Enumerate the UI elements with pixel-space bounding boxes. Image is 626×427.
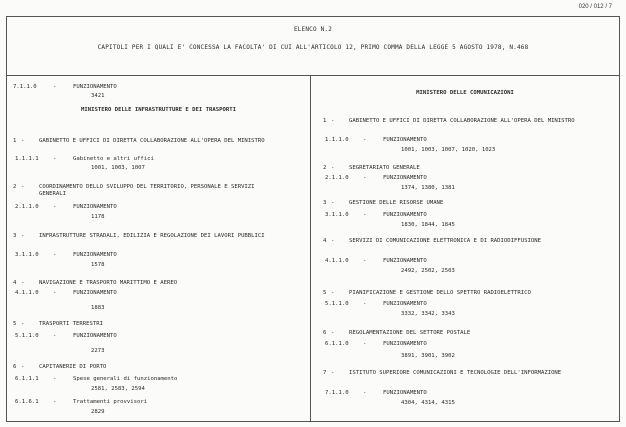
section-title: ISTITUTO SUPERIORE COMUNICAZIONI E TECNOLOGIE DELL'INFORMAZIONE xyxy=(349,370,562,376)
section-title: GABINETTO E UFFICI DI DIRETTA COLLABORAZIONE ALL'OPERA DEL MINISTRO xyxy=(349,118,575,124)
entry-code: 5.1.1.0 xyxy=(15,333,39,339)
section-title: NAVIGAZIONE E TRASPORTO MARITTIMO E AEREO xyxy=(39,280,178,286)
right-column: MINISTERO DELLE COMUNICAZIONI 1 - GABINETTO E UFFICI DI DIRETTA COLLABORAZIONE ALL'OPERA DEL MINISTRO 1.1.1.0 - FUNZIONAMENTO 1001, 1003, 1007, 1020, 1023 2 - SEGRETARIATO GENERALE 2.1.1.0 - FUNZIONAMENTO 1374, 1380, 1381 3 - GESTIONE DELLE RISORSE UMANE 3.1.1.0 - FUNZIONAMENTO 1830, 1844, 1845 4 - SERVIZI DI COMUNICAZIONE ELETTRONICA E DI RADIODIFFUSIONE 4.1.1.0 - FUNZIONAMENTO 2492, 2502, 2503 5 - PIANIFICAZIONE E GESTIONE DELLO SPETTRO RADIOELETTRICO 5.1.1.0 - FUNZIONAMENTO 3332, 3342, 3343 6 - REGOLAMENTAZIONE DEL SETTORE POSTALE 6.1.1.0 - FUNZIONAMENTO 3891, 3901, 3902 7 - ISTITUTO SUPERIORE COMUNICAZIONI E TECNOLOGIE DELL'INFORMAZIONE 7.1.1.0 - FUNZIONAMENTO 4304, 4314, 4315 xyxy=(311,76,619,421)
entry-code: 4.1.1.0 xyxy=(325,258,349,264)
entry-label: FUNZIONAMENTO xyxy=(73,333,117,339)
entry-label: FUNZIONAMENTO xyxy=(383,390,427,396)
entry-dash: - xyxy=(53,84,57,90)
entry-label: FUNZIONAMENTO xyxy=(73,252,117,258)
section-dash: - xyxy=(21,364,25,370)
entry-label: Trattamenti provvisori xyxy=(73,399,148,405)
section-number: 2 xyxy=(323,165,327,171)
section-dash: - xyxy=(21,280,25,286)
document-frame xyxy=(6,16,620,422)
ministry-title: MINISTERO DELLE INFRASTRUTTURE E DEI TRASPORTI xyxy=(81,107,236,113)
section-title: GESTIONE DELLE RISORSE UMANE xyxy=(349,200,444,206)
section-number: 3 xyxy=(13,233,17,239)
section-number: 3 xyxy=(323,200,327,206)
entry-code: 2.1.1.0 xyxy=(325,175,349,181)
section-title: TRASPORTI TERRESTRI xyxy=(39,321,103,327)
list-title: ELENCO N.2 xyxy=(293,26,333,33)
entry-code: 3.1.1.0 xyxy=(15,252,39,258)
section-title: CAPITANERIE DI PORTO xyxy=(39,364,107,370)
section-dash: - xyxy=(331,238,335,244)
section-dash: - xyxy=(331,330,335,336)
ministry-title: MINISTERO DELLE COMUNICAZIONI xyxy=(416,90,514,96)
entry-code: 3.1.1.0 xyxy=(325,212,349,218)
entry-values: 1374, 1380, 1381 xyxy=(401,185,455,191)
entry-values: 1178 xyxy=(91,214,105,220)
section-number: 2 xyxy=(13,184,17,190)
entry-label: FUNZIONAMENTO xyxy=(383,175,427,181)
entry-values: 1830, 1844, 1845 xyxy=(401,222,455,228)
entry-label: FUNZIONAMENTO xyxy=(73,84,117,90)
section-dash: - xyxy=(21,184,25,190)
entry-code: 1.1.1.1 xyxy=(15,156,39,162)
left-column: 7.1.1.0 - FUNZIONAMENTO 3421 MINISTERO DELLE INFRASTRUTTURE E DEI TRASPORTI 1 - GABINETTO E UFFICI DI DIRETTA COLLABORAZIONE ALL'OPERA DEL MINISTRO 1.1.1.1 - Gabinetto e altri uffici 1001, 1003, 1007 2 - COORDINAMENTO DELLO SVILUPPO DEL TERRITORIO, PERSONALE E SERVIZI GENERALI 2.1.1.0 - FUNZIONAMENTO 1178 3 - INFRASTRUTTURE STRADALI, EDILIZIA E REGOLAZIONE DEI LAVORI PUBBLICI 3.1.1.0 - FUNZIONAMENTO 1578 4 - NAVIGAZIONE E TRASPORTO MARITTIMO E AEREO 4.1.1.0 - FUNZIONAMENTO 1883 5 - TRASPORTI TERRESTRI 5.1.1.0 - FUNZIONAMENTO 2273 6 - CAPITANERIE DI PORTO 6.1.1.1 - Spese generali di funzionamento 2581, 2583, 2594 6.1.6.1 - Trattamenti provvisori 2829 xyxy=(7,76,311,421)
entry-values: 3332, 3342, 3343 xyxy=(401,311,455,317)
entry-values: 1578 xyxy=(91,262,105,268)
entry-values: 1883 xyxy=(91,305,105,311)
section-title: PIANIFICAZIONE E GESTIONE DELLO SPETTRO RADIOELETTRICO xyxy=(349,290,531,296)
section-dash: - xyxy=(21,138,25,144)
entry-values: 1001, 1003, 1007 xyxy=(91,165,145,171)
section-number: 4 xyxy=(13,280,17,286)
entry-values: 3421 xyxy=(91,93,105,99)
page-number: 020 / 012 / 7 xyxy=(578,4,612,10)
list-subtitle: CAPITOLI PER I QUALI E' CONCESSA LA FACOLTA' DI CUI ALL'ARTICOLO 12, PRIMO COMMA DELLA LEGGE 5 AGOSTO 1978, N.468 xyxy=(97,44,529,51)
entry-label: FUNZIONAMENTO xyxy=(383,301,427,307)
entry-label: FUNZIONAMENTO xyxy=(73,290,117,296)
section-dash: - xyxy=(331,370,335,376)
entry-code: 1.1.1.0 xyxy=(325,137,349,143)
section-title: COORDINAMENTO DELLO SVILUPPO DEL TERRITORIO, PERSONALE E SERVIZI GENERALI xyxy=(39,184,255,197)
entry-code: 4.1.1.0 xyxy=(15,290,39,296)
entry-code: 7.1.1.0 xyxy=(13,84,37,90)
entry-code: 6.1.6.1 xyxy=(15,399,39,405)
entry-values: 4304, 4314, 4315 xyxy=(401,400,455,406)
entry-values: 2492, 2502, 2503 xyxy=(401,268,455,274)
section-dash: - xyxy=(331,290,335,296)
entry-label: FUNZIONAMENTO xyxy=(73,204,117,210)
section-dash: - xyxy=(21,233,25,239)
section-title: SEGRETARIATO GENERALE xyxy=(349,165,420,171)
entry-values: 1001, 1003, 1007, 1020, 1023 xyxy=(401,147,496,153)
entry-label: FUNZIONAMENTO xyxy=(383,137,427,143)
section-dash: - xyxy=(331,118,335,124)
section-number: 1 xyxy=(323,118,327,124)
entry-values: 2273 xyxy=(91,348,105,354)
section-number: 5 xyxy=(13,321,17,327)
document-header xyxy=(7,17,619,76)
section-title: GABINETTO E UFFICI DI DIRETTA COLLABORAZIONE ALL'OPERA DEL MINISTRO xyxy=(39,138,265,144)
entry-label: FUNZIONAMENTO xyxy=(383,341,427,347)
entry-label: Gabinetto e altri uffici xyxy=(73,156,154,162)
section-title: INFRASTRUTTURE STRADALI, EDILIZIA E REGOLAZIONE DEI LAVORI PUBBLICI xyxy=(39,233,265,239)
entry-code: 6.1.1.1 xyxy=(15,376,39,382)
entry-values: 3891, 3901, 3902 xyxy=(401,353,455,359)
entry-label: Spese generali di funzionamento xyxy=(73,376,178,382)
entry-label: FUNZIONAMENTO xyxy=(383,212,427,218)
entry-values: 2829 xyxy=(91,409,105,415)
section-title: REGOLAMENTAZIONE DEL SETTORE POSTALE xyxy=(349,330,471,336)
section-dash: - xyxy=(331,165,335,171)
entry-code: 6.1.1.0 xyxy=(325,341,349,347)
section-number: 6 xyxy=(13,364,17,370)
entry-label: FUNZIONAMENTO xyxy=(383,258,427,264)
section-number: 1 xyxy=(13,138,17,144)
section-dash: - xyxy=(21,321,25,327)
section-title: SERVIZI DI COMUNICAZIONE ELETTRONICA E DI RADIODIFFUSIONE xyxy=(349,238,541,244)
section-number: 7 xyxy=(323,370,327,376)
entry-code: 5.1.1.0 xyxy=(325,301,349,307)
section-dash: - xyxy=(331,200,335,206)
section-number: 4 xyxy=(323,238,327,244)
entry-values: 2581, 2583, 2594 xyxy=(91,386,145,392)
entry-code: 7.1.1.0 xyxy=(325,390,349,396)
section-number: 5 xyxy=(323,290,327,296)
section-number: 6 xyxy=(323,330,327,336)
entry-code: 2.1.1.0 xyxy=(15,204,39,210)
